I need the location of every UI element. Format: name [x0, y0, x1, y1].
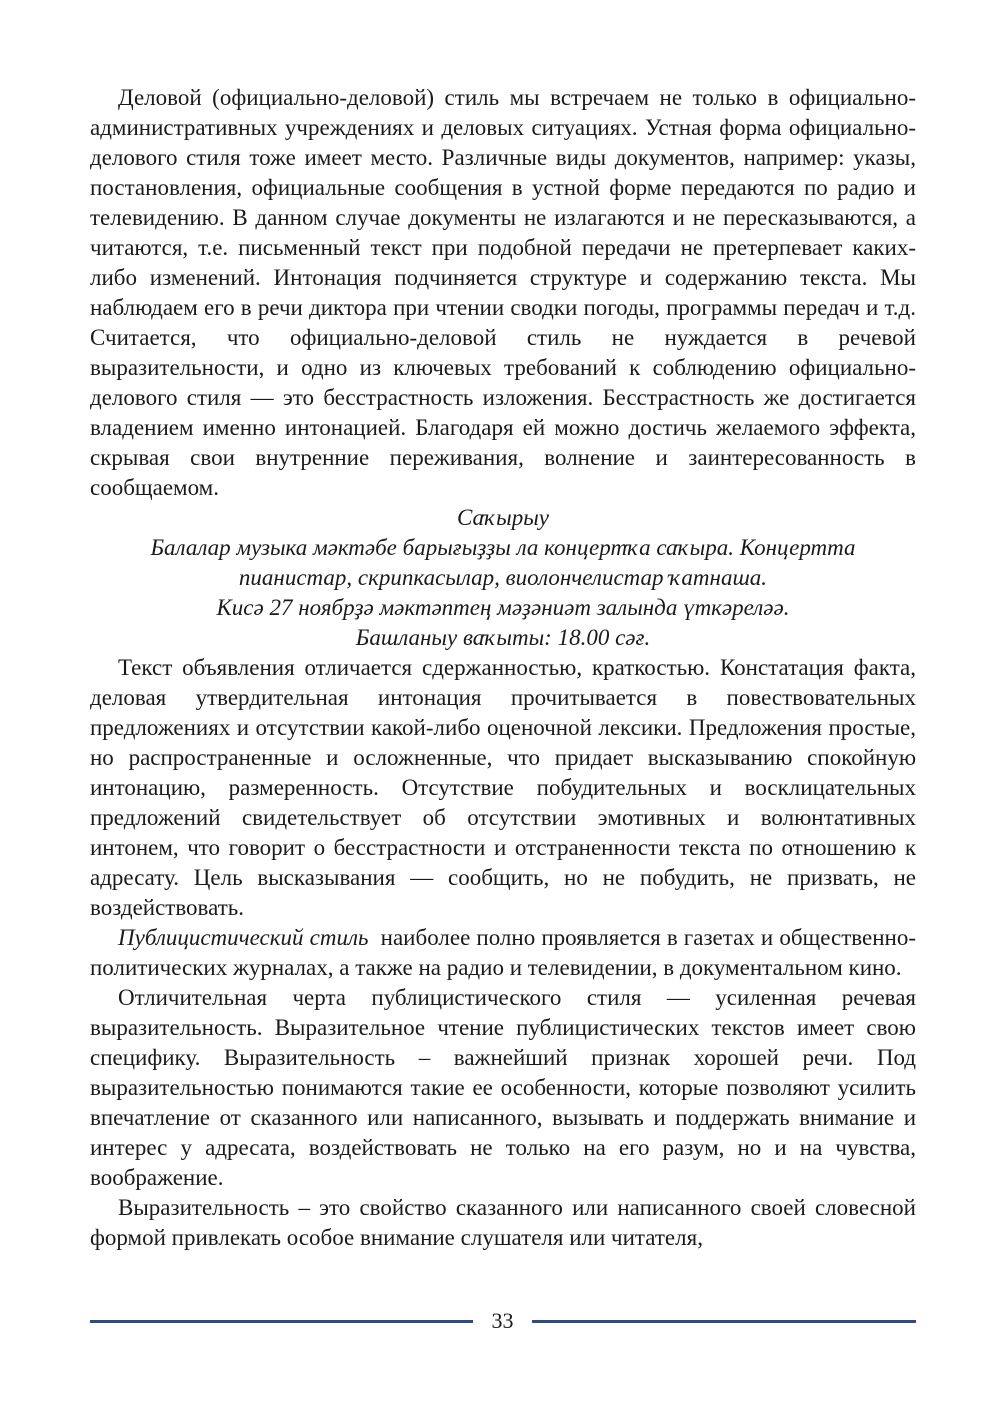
page-body — [90, 83, 916, 1253]
announcement-line: пианистар, скрипкасылар, виолончелистар ҡатнаша. — [238, 565, 768, 590]
paragraph-expressiveness-definition: Выразительность – это свойство сказанного или написанного своей словесной формой привлекать особое внимание слушателя или читателя, — [90, 1195, 916, 1250]
term-publicistic-style: Публицистический стиль — [118, 925, 369, 950]
paragraph-publicistic-style — [90, 923, 916, 983]
paragraph-official-style: Деловой (официально-деловой) стиль мы встречаем не только в официально-административных учреждениях и деловых ситуациях. Устная форма официально-делового стиля тоже имеет место. Различные виды документов, например: указы, постановления, официальные сообщения в устной форме передаются по радио и телевидению. В данном случае документы не излагаются и не пересказываются, а читаются, т.е. письменный текст при подобной передачи не претерпевает каких-либо изменений. Интонация подчиняется структуре и содержанию текста. Мы наблюдаем его в речи диктора при чтении сводки погоды, программы передач и т.д. Считается, что официально-деловой стиль не нуждается в речевой выразительности, и одно из ключевых требований к соблюдению официально-делового стиля — это бесстрастность изложения. Бесстрастность же достигается владением именно интонацией. Благодаря ей можно достичь желаемого эффекта, скрывая свои внутренние переживания, волнение и заинтересованность в сообщаемом. — [90, 85, 916, 500]
page-number: 33 — [491, 1308, 514, 1333]
announcement-line: Балалар музыка мәктәбе барығыҙҙы ла концертҡа саҡыра. Концертта — [150, 535, 856, 560]
announcement-block — [90, 503, 916, 653]
footer-rule-left — [90, 1320, 473, 1323]
paragraph-publicistic-text: наиболее полно проявляется в газетах и общественно-политических журналах, а также на радио и телевидении, в документальном кино. — [90, 925, 916, 980]
paragraph-announcement-analysis: Текст объявления отличается сдержанностью, краткостью. Констатация факта, деловая утвердительная интонация прочитывается в повествовательных предложениях и отсутствии какой-либо оценочной лексики. Предложения простые, но распространенные и осложненные, что придает высказыванию спокойную интонацию, размеренность. Отсутствие побудительных и восклицательных предложений свидетельствует об отсутствии эмотивных и волюнтативных интонем, что говорит о бесстрастности и отстраненности текста по отношению к адресату. Цель высказывания — сообщить, но не побудить, не призвать, не воздействовать. — [90, 655, 916, 920]
paragraph-expressiveness: Отличительная черта публицистического стиля — усиленная речевая выразительность. Выразительное чтение публицистических текстов имеет свою специфику. Выразительность – важнейший признак хорошей речи. Под выразительностью понимаются такие ее особенности, которые позволяют усилить впечатление от сказанного или написанного, вызывать и поддержать внимание и интерес у адресата, воздействовать не только на его разум, но и на чувства, воображение. — [90, 985, 916, 1190]
footer-rule-right — [532, 1320, 916, 1323]
announcement-line: Кисә 27 ноябрҙә мәктәптең мәҙәниәт залында үткәреләә. — [216, 595, 790, 620]
page-footer — [90, 1306, 916, 1336]
announcement-title: Саҡырыу — [457, 505, 549, 530]
announcement-line: Башланыу ваҡыты: 18.00 сәғ. — [355, 625, 651, 650]
